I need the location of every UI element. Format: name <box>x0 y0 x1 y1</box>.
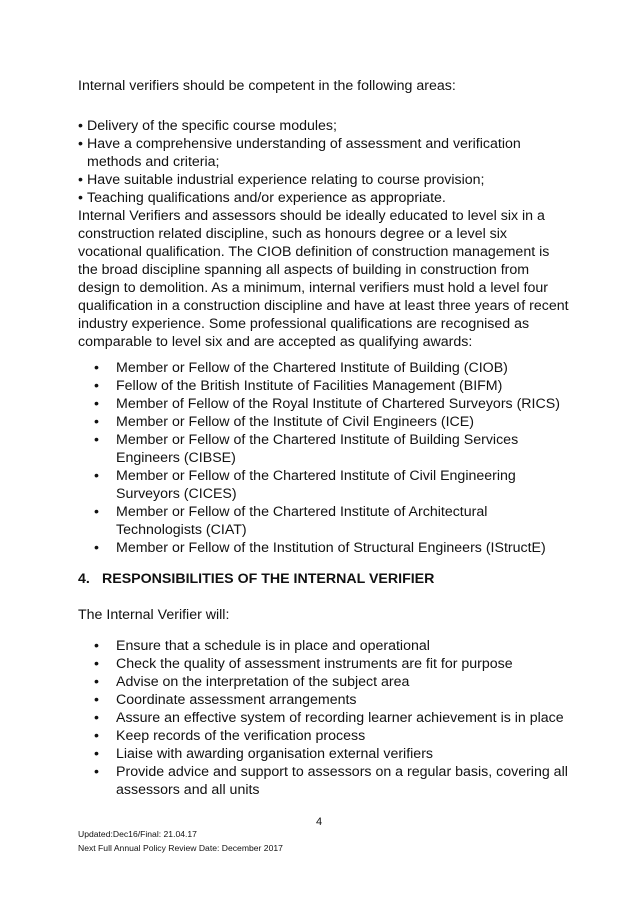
list-item-text: Member or Fellow of the Chartered Institute of Building (CIOB) <box>116 360 508 376</box>
competence-list <box>78 117 573 207</box>
bullet-icon: • <box>94 710 99 726</box>
list-item <box>94 413 574 431</box>
list-item <box>94 359 574 377</box>
list-item-text: Check the quality of assessment instruments are fit for purpose <box>116 656 513 672</box>
bullet-icon: • <box>94 746 99 762</box>
footer-review-date: Next Full Annual Policy Review Date: December 2017 <box>78 843 283 853</box>
list-item-text: Teaching qualifications and/or experience as appropriate. <box>87 190 446 206</box>
list-item-text: Have suitable industrial experience relating to course provision; <box>87 172 485 188</box>
responsibilities-list <box>94 637 574 799</box>
bullet-icon: • <box>94 378 99 394</box>
list-item-text: Delivery of the specific course modules; <box>87 118 337 134</box>
list-item <box>94 745 574 763</box>
list-item-text: Assure an effective system of recording learner achievement is in place <box>116 710 564 726</box>
bullet-icon: • <box>94 432 99 448</box>
list-item-text: Coordinate assessment arrangements <box>116 692 357 708</box>
list-item-text: Keep records of the verification process <box>116 728 366 744</box>
bullet-icon: • <box>78 172 83 188</box>
list-item <box>94 673 574 691</box>
list-item-text: Ensure that a schedule is in place and operational <box>116 638 430 654</box>
bullet-icon: • <box>94 728 99 744</box>
list-item <box>94 431 574 467</box>
section-title: RESPONSIBILITIES OF THE INTERNAL VERIFIER <box>102 571 435 587</box>
list-item <box>94 503 574 539</box>
list-item <box>78 135 573 171</box>
bullet-icon: • <box>94 396 99 412</box>
bullet-icon: • <box>94 414 99 430</box>
list-item <box>94 727 574 745</box>
footer-updated: Updated:Dec16/Final: 21.04.17 <box>78 829 197 839</box>
bullet-icon: • <box>78 136 83 152</box>
iv-intro-text: The Internal Verifier will: <box>78 607 230 623</box>
list-item-text: Member or Fellow of the Institution of Structural Engineers (IStructE) <box>116 540 546 556</box>
list-item-text: Member or Fellow of the Chartered Institute of Architectural Technologists (CIAT) <box>116 504 488 538</box>
list-item <box>94 395 574 413</box>
bullet-icon: • <box>94 504 99 520</box>
list-item <box>94 763 574 799</box>
bullet-icon: • <box>94 360 99 376</box>
bullet-icon: • <box>94 674 99 690</box>
bullet-icon: • <box>78 118 83 134</box>
bullet-icon: • <box>94 692 99 708</box>
bullet-icon: • <box>94 764 99 780</box>
bullet-icon: • <box>78 190 83 206</box>
section-number: 4. <box>78 571 90 587</box>
list-item <box>94 691 574 709</box>
list-item <box>94 709 574 727</box>
bullet-icon: • <box>94 638 99 654</box>
list-item-text: Liaise with awarding organisation external verifiers <box>116 746 434 762</box>
list-item <box>94 637 574 655</box>
list-item <box>94 655 574 673</box>
section-heading <box>78 570 578 588</box>
page-number: 4 <box>315 816 323 828</box>
awards-list <box>94 359 574 557</box>
qualification-paragraph: Internal Verifiers and assessors should be ideally educated to level six in a construction related discipline, such as honours degree or a level six vocational qualification. The CIOB definition of construction management is the broad discipline spanning all aspects of building in construction from design to demolition. As a minimum, internal verifiers must hold a level four qualification in a construction discipline and have at least three years of recent industry experience. Some professional qualifications are recognised as comparable to level six and are accepted as qualifying awards: <box>78 208 569 350</box>
list-item <box>94 539 574 557</box>
list-item <box>78 189 573 207</box>
list-item <box>94 377 574 395</box>
list-item <box>78 117 573 135</box>
bullet-icon: • <box>94 656 99 672</box>
list-item-text: Provide advice and support to assessors on a regular basis, covering all assessors and all units <box>116 764 568 798</box>
list-item-text: Member or Fellow of the Institute of Civil Engineers (ICE) <box>116 414 474 430</box>
list-item <box>78 171 573 189</box>
list-item-text: Member of Fellow of the Royal Institute of Chartered Surveyors (RICS) <box>116 396 560 412</box>
intro-text: Internal verifiers should be competent in the following areas: <box>78 78 456 94</box>
list-item-text: Advise on the interpretation of the subject area <box>116 674 410 690</box>
list-item-text: Have a comprehensive understanding of assessment and verification methods and criteria; <box>87 136 521 170</box>
list-item <box>94 467 574 503</box>
bullet-icon: • <box>94 540 99 556</box>
list-item-text: Fellow of the British Institute of Facilities Management (BIFM) <box>116 378 503 394</box>
bullet-icon: • <box>94 468 99 484</box>
list-item-text: Member or Fellow of the Chartered Institute of Civil Engineering Surveyors (CICES) <box>116 468 516 502</box>
list-item-text: Member or Fellow of the Chartered Institute of Building Services Engineers (CIBSE) <box>116 432 519 466</box>
